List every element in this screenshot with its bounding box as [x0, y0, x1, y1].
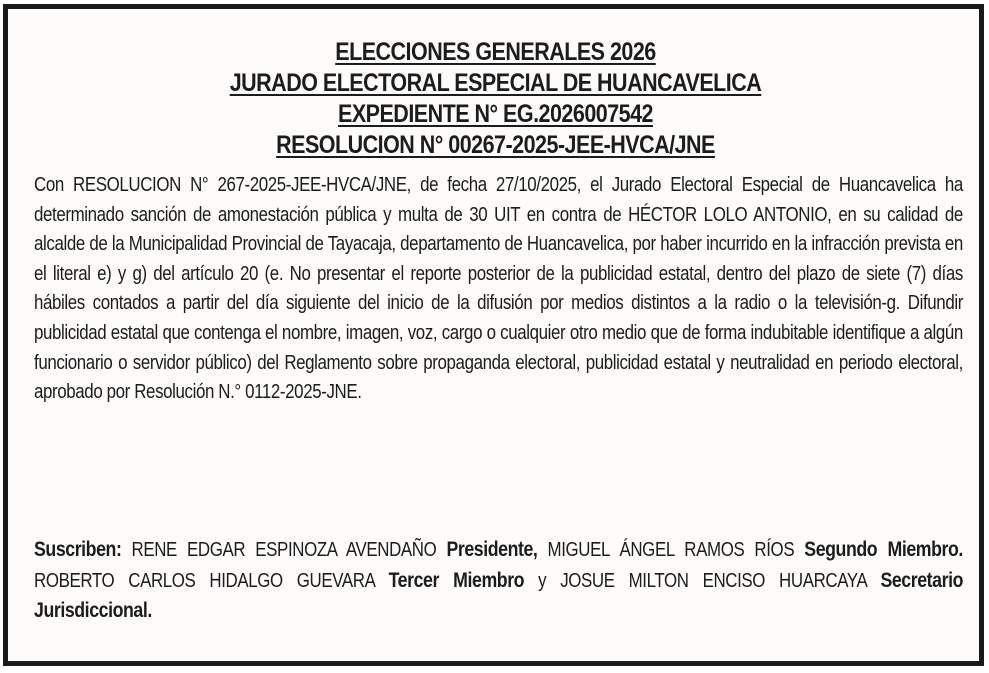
header-jury-title: JURADO ELECTORAL ESPECIAL DE HUANCAVELICA: [229, 69, 762, 97]
signers-label: Suscriben:: [34, 538, 122, 561]
signers-paragraph: [34, 535, 963, 627]
signer-name-second-member: MIGUEL ÁNGEL RAMOS RÍOS: [547, 539, 795, 561]
signer-name-third-member: ROBERTO CARLOS HIDALGO GUEVARA: [34, 569, 375, 592]
notice-frame: [3, 4, 984, 666]
signer-role-secretary: Secretario Jurisdiccional.: [34, 568, 963, 623]
header-election-title: ELECCIONES GENERALES 2026: [335, 38, 656, 66]
signer-name-secretary: JOSUE MILTON ENCISO HUARCAYA: [560, 569, 867, 592]
signer-name-president: RENE EDGAR ESPINOZA AVENDAÑO: [131, 539, 437, 561]
signers-connector: y: [538, 569, 547, 592]
signer-role-third-member: Tercer Miembro: [388, 568, 525, 592]
notice-header: [34, 37, 957, 161]
header-resolution-number: RESOLUCION N° 00267-2025-JEE-HVCA/JNE: [276, 131, 715, 159]
signer-role-second-member: Segundo Miembro.: [804, 538, 963, 561]
signer-role-president: Presidente,: [446, 538, 538, 561]
notice-content: [34, 37, 963, 623]
resolution-paragraph: Con RESOLUCION N° 267-2025-JEE-HVCA/JNE, de fecha 27/10/2025, el Jurado Electoral Especial de Huancavelica ha determinado sanción de amonestación pública y multa de 30 UIT en contra de HÉCTOR LOLO ANTONIO, en su calidad de alcalde de la Municipalidad Provincial de Tayacaja, departamento de Huancavelica, por haber incurrido en la infracción prevista en el literal e) y g) del artículo 20 (e. No presentar el reporte posterior de la publicidad estatal, dentro del plazo de siete (7) días hábiles contados a partir del día siguiente del inicio de la difusión por medios distintos a la radio o la televisión-g. Difundir publicidad estatal que contenga el nombre, imagen, voz, cargo o cualquier otro medio que de forma indubitable identifique a algún funcionario o servidor público) del Reglamento sobre propaganda electoral, publicidad estatal y neutralidad en periodo electoral, aprobado por Resolución N.° 0112-2025-JNE.: [34, 174, 963, 404]
header-case-number: EXPEDIENTE N° EG.2026007542: [338, 100, 653, 128]
